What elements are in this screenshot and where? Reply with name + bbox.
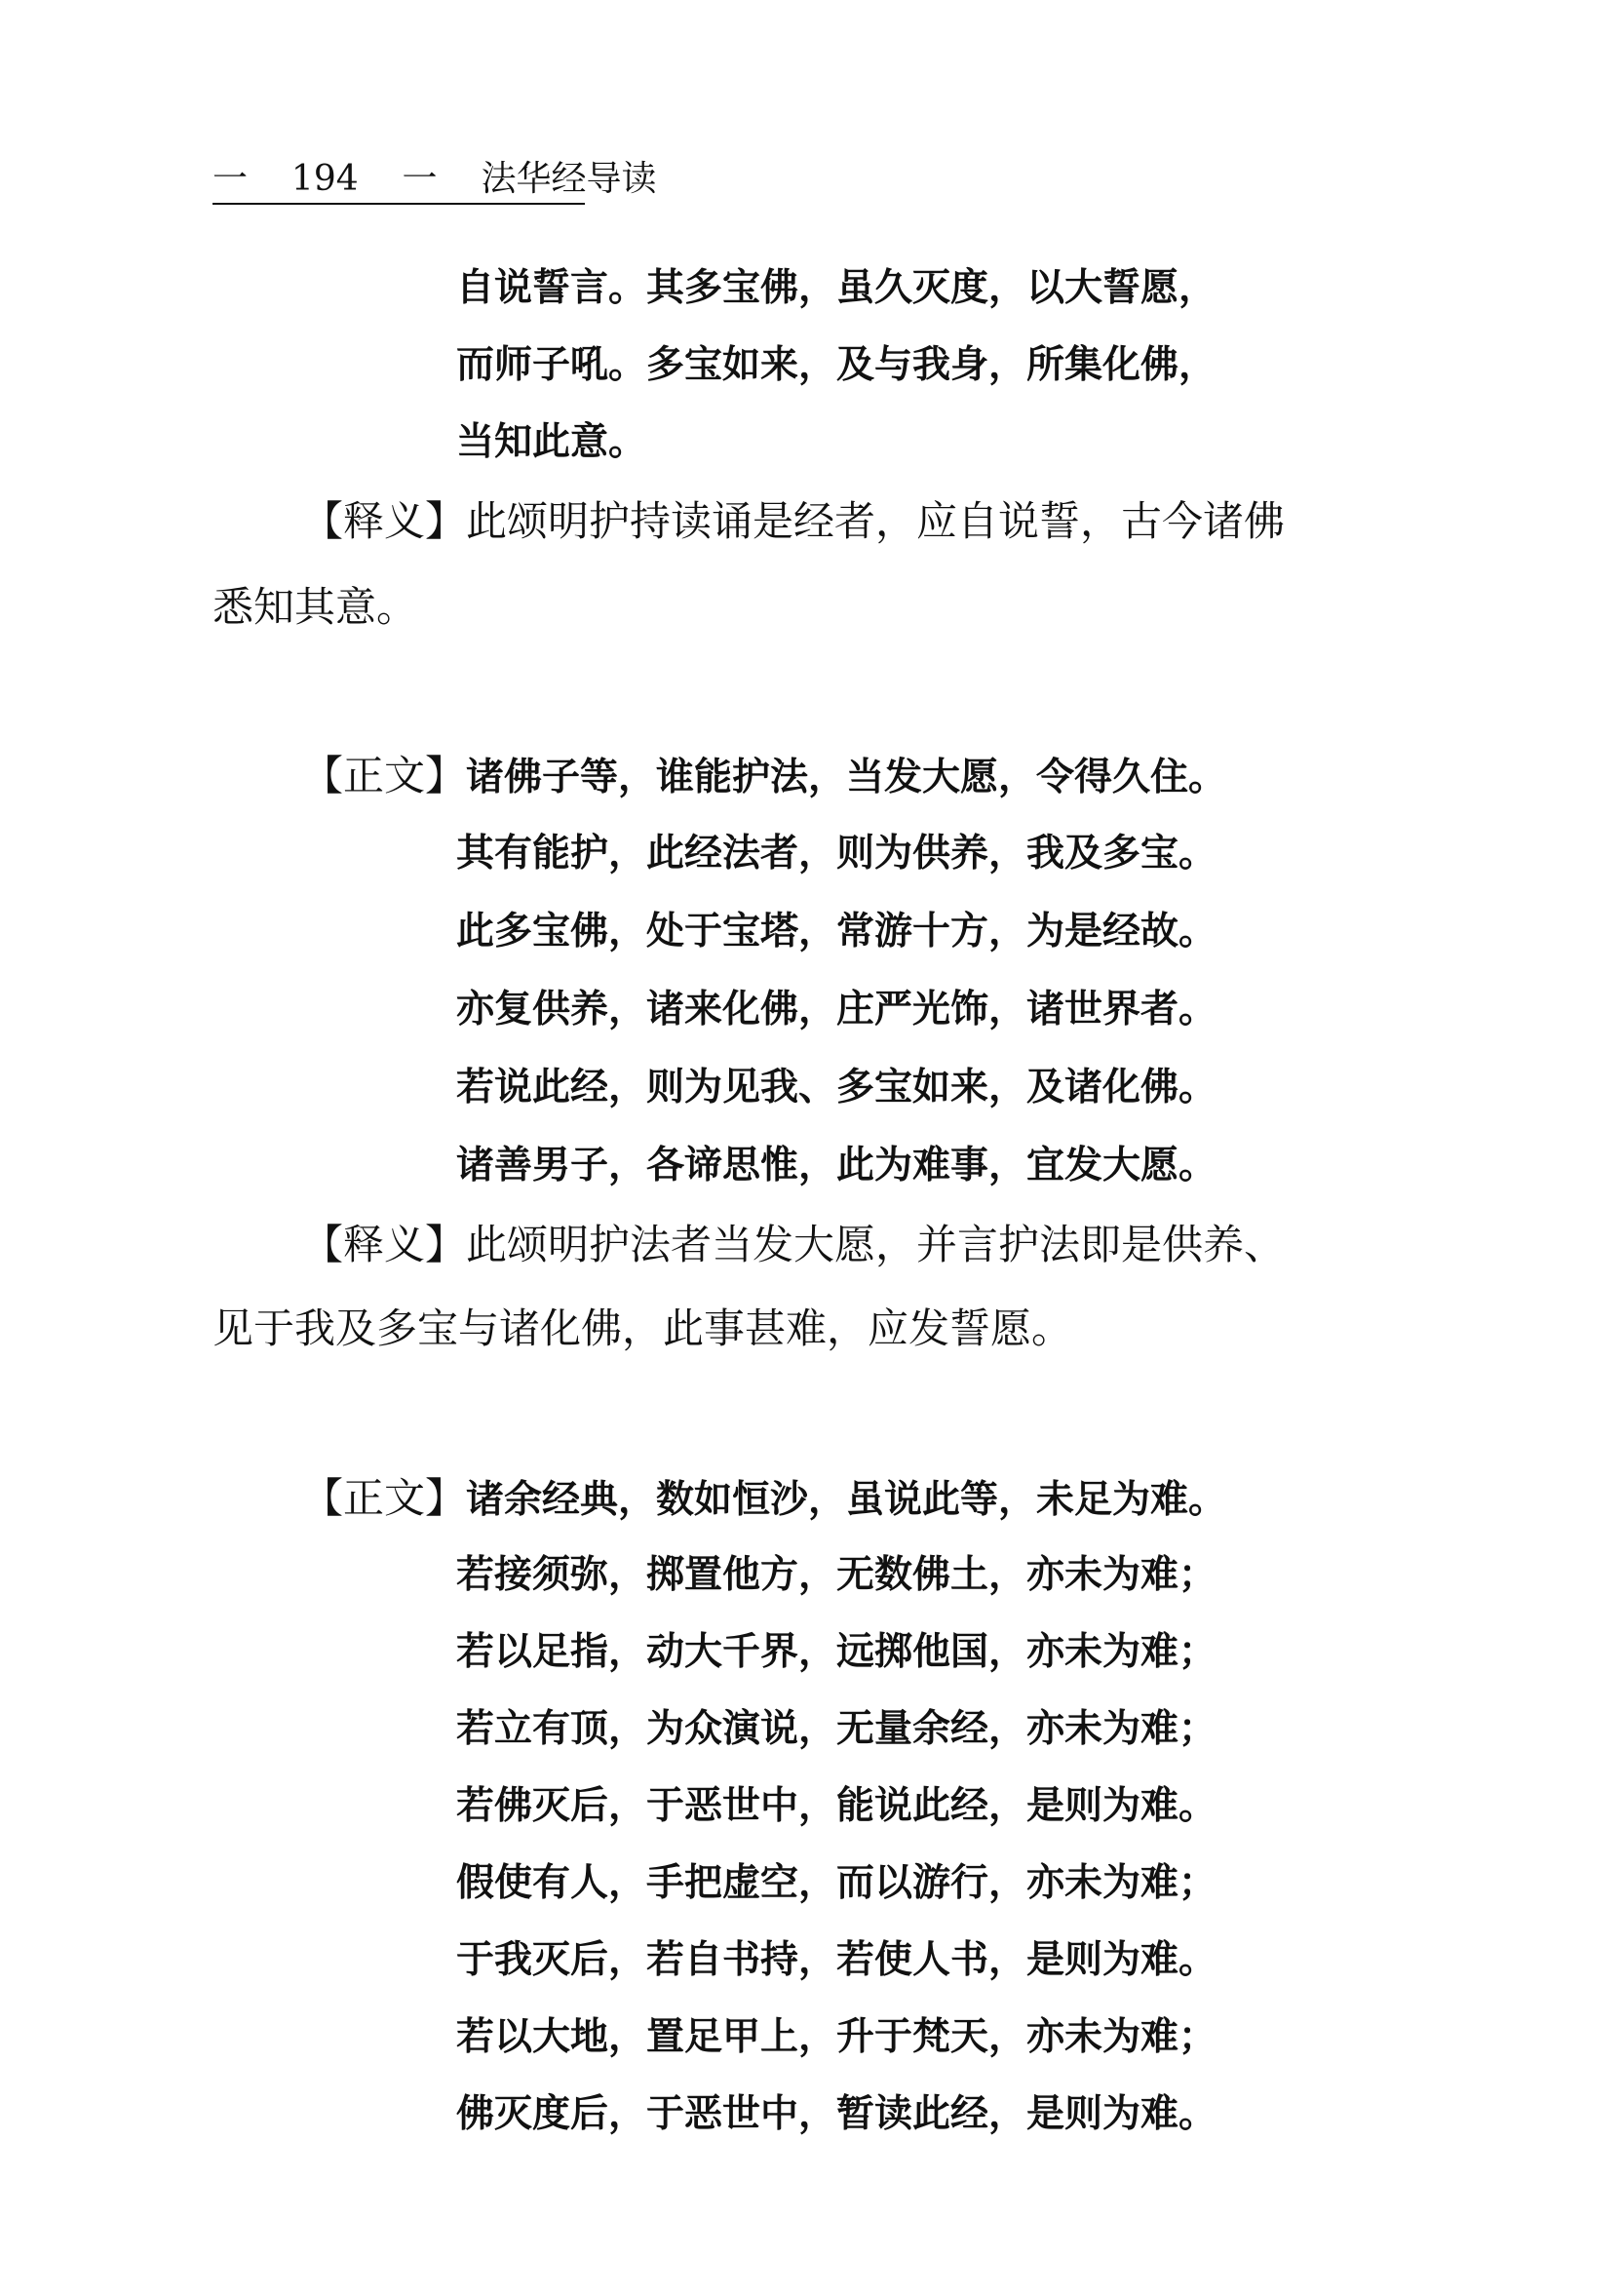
verse-line: 若说此经，则为见我、多宝如来，及诸化佛。 (456, 1066, 1217, 1109)
verse-line: 其有能护，此经法者，则为供养，我及多宝。 (456, 832, 1217, 876)
explanation-second-line: 见于我及多宝与诸化佛，此事甚难，应发誓愿。 (212, 1304, 1073, 1352)
explanation-tag: 【释义】 (302, 497, 467, 545)
explanation-text: 此颂明护持读诵是经者，应自说誓，古今诸佛 (466, 497, 1286, 545)
verse-line: 佛灭度后，于恶世中，暂读此经，是则为难。 (456, 2092, 1217, 2136)
header-rule (212, 203, 585, 205)
verse-tag: 【正文】 (302, 752, 467, 799)
header-dash-left: 一 (212, 159, 249, 199)
book-title: 法华经导读 (481, 159, 657, 199)
explanation-first-line (302, 492, 1285, 551)
verse-first-line (302, 747, 1226, 805)
verse-line: 此多宝佛，处于宝塔，常游十方，为是经故。 (456, 910, 1217, 953)
verse-line: 自说誓言。其多宝佛，虽久灭度，以大誓愿， (456, 266, 1217, 310)
header-dash-right: 一 (402, 159, 438, 199)
verse-line: 若立有顶，为众演说，无量余经，亦未为难； (456, 1707, 1217, 1751)
verse-text: 诸余经典，数如恒沙，虽说此等，未足为难。 (466, 1478, 1227, 1522)
verse-line: 若以足指，动大千界，远掷他国，亦未为难； (456, 1630, 1217, 1674)
verse-tag: 【正文】 (302, 1474, 467, 1522)
verse-line: 于我灭后，若自书持，若使人书，是则为难。 (456, 1938, 1217, 1982)
explanation-tag: 【释义】 (302, 1221, 467, 1268)
page-number: 194 (290, 159, 359, 199)
explanation-second-line: 悉知其意。 (212, 583, 418, 631)
verse-line: 当知此意。 (456, 420, 647, 464)
verse-line: 若接须弥，掷置他方，无数佛土，亦未为难； (456, 1553, 1217, 1597)
verse-line: 亦复供养，诸来化佛，庄严光饰，诸世界者。 (456, 988, 1217, 1031)
verse-first-line (302, 1469, 1226, 1528)
verse-text: 诸佛子等，谁能护法，当发大愿，令得久住。 (466, 756, 1227, 799)
explanation-text: 此颂明护法者当发大愿，并言护法即是供养、 (466, 1221, 1286, 1268)
verse-line: 诸善男子，各谛思惟，此为难事，宜发大愿。 (456, 1144, 1217, 1187)
verse-line: 假使有人，手把虚空，而以游行，亦未为难； (456, 1861, 1217, 1905)
verse-line: 若以大地，置足甲上，升于梵天，亦未为难； (456, 2015, 1217, 2059)
explanation-first-line (302, 1216, 1285, 1274)
running-header (212, 154, 657, 205)
verse-line: 若佛灭后，于恶世中，能说此经，是则为难。 (456, 1784, 1217, 1828)
verse-line: 而师子吼。多宝如来，及与我身，所集化佛， (456, 343, 1217, 387)
